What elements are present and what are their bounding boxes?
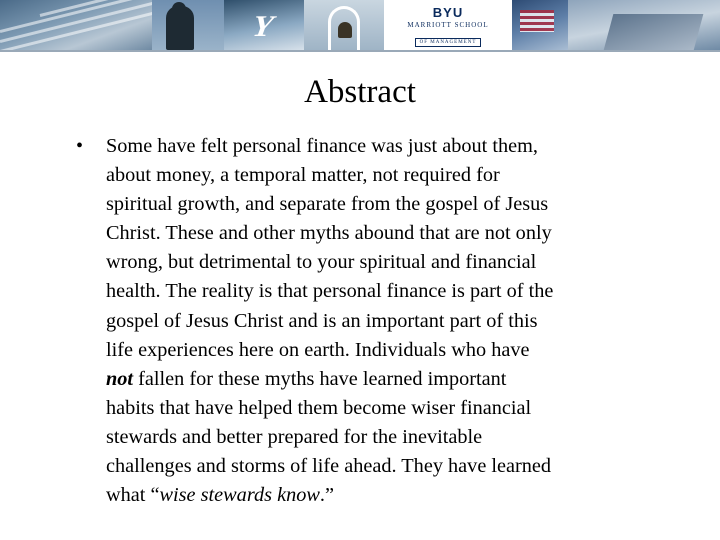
y-mountain-icon: Y (246, 10, 278, 43)
emphasis-not: not (106, 367, 134, 390)
text-line: gospel of Jesus Christ and is an important part of this (106, 309, 538, 332)
text-line (106, 481, 652, 510)
text-line: life experiences here on earth. Individuals who have (106, 338, 530, 361)
text-line: Some have felt personal finance was just about them, (106, 135, 538, 157)
bell-icon (338, 22, 352, 38)
text-line: about money, a temporal matter, not required for (106, 164, 500, 187)
text-line: wrong, but detrimental to your spiritual and financial (106, 251, 537, 274)
banner-photo-y-mountain (224, 0, 304, 50)
text-line: stewards and better prepared for the inevitable (106, 425, 483, 448)
text-line-rest: fallen for these myths have learned important (133, 367, 507, 390)
slide-body (72, 132, 652, 510)
logo-subtitle: MARRIOTT SCHOOL (407, 21, 489, 29)
text-line: Christ. These and other myths abound that are not only (106, 222, 552, 245)
byu-logo (384, 0, 512, 50)
logo-subtitle-2: OF MANAGEMENT (415, 38, 482, 47)
text-line: habits that have helped them become wiser financial (106, 396, 532, 419)
text-line: challenges and storms of life ahead. They have learned (106, 455, 552, 478)
text-line: health. The reality is that personal finance is part of the (106, 280, 554, 303)
header-divider (0, 50, 720, 52)
last-line-suffix: .” (319, 484, 334, 507)
last-line-prefix: what “ (106, 484, 160, 507)
text-line: spiritual growth, and separate from the gospel of Jesus (106, 193, 549, 216)
building-icon (603, 14, 704, 50)
banner-photo-flag (512, 0, 568, 50)
banner-photo-statue (152, 0, 224, 50)
header-banner (0, 0, 720, 50)
bullet-marker: • (76, 135, 84, 157)
bullet-text (106, 132, 652, 510)
text-line (106, 365, 652, 394)
banner-photo-building (568, 0, 720, 50)
emphasis-wise-stewards: wise stewards know (159, 484, 320, 507)
banner-photo-stripes (0, 0, 152, 50)
flag-icon (520, 10, 554, 32)
banner-photo-bell (304, 0, 384, 50)
logo-title: BYU (432, 5, 464, 20)
slide-title: Abstract (304, 74, 416, 110)
